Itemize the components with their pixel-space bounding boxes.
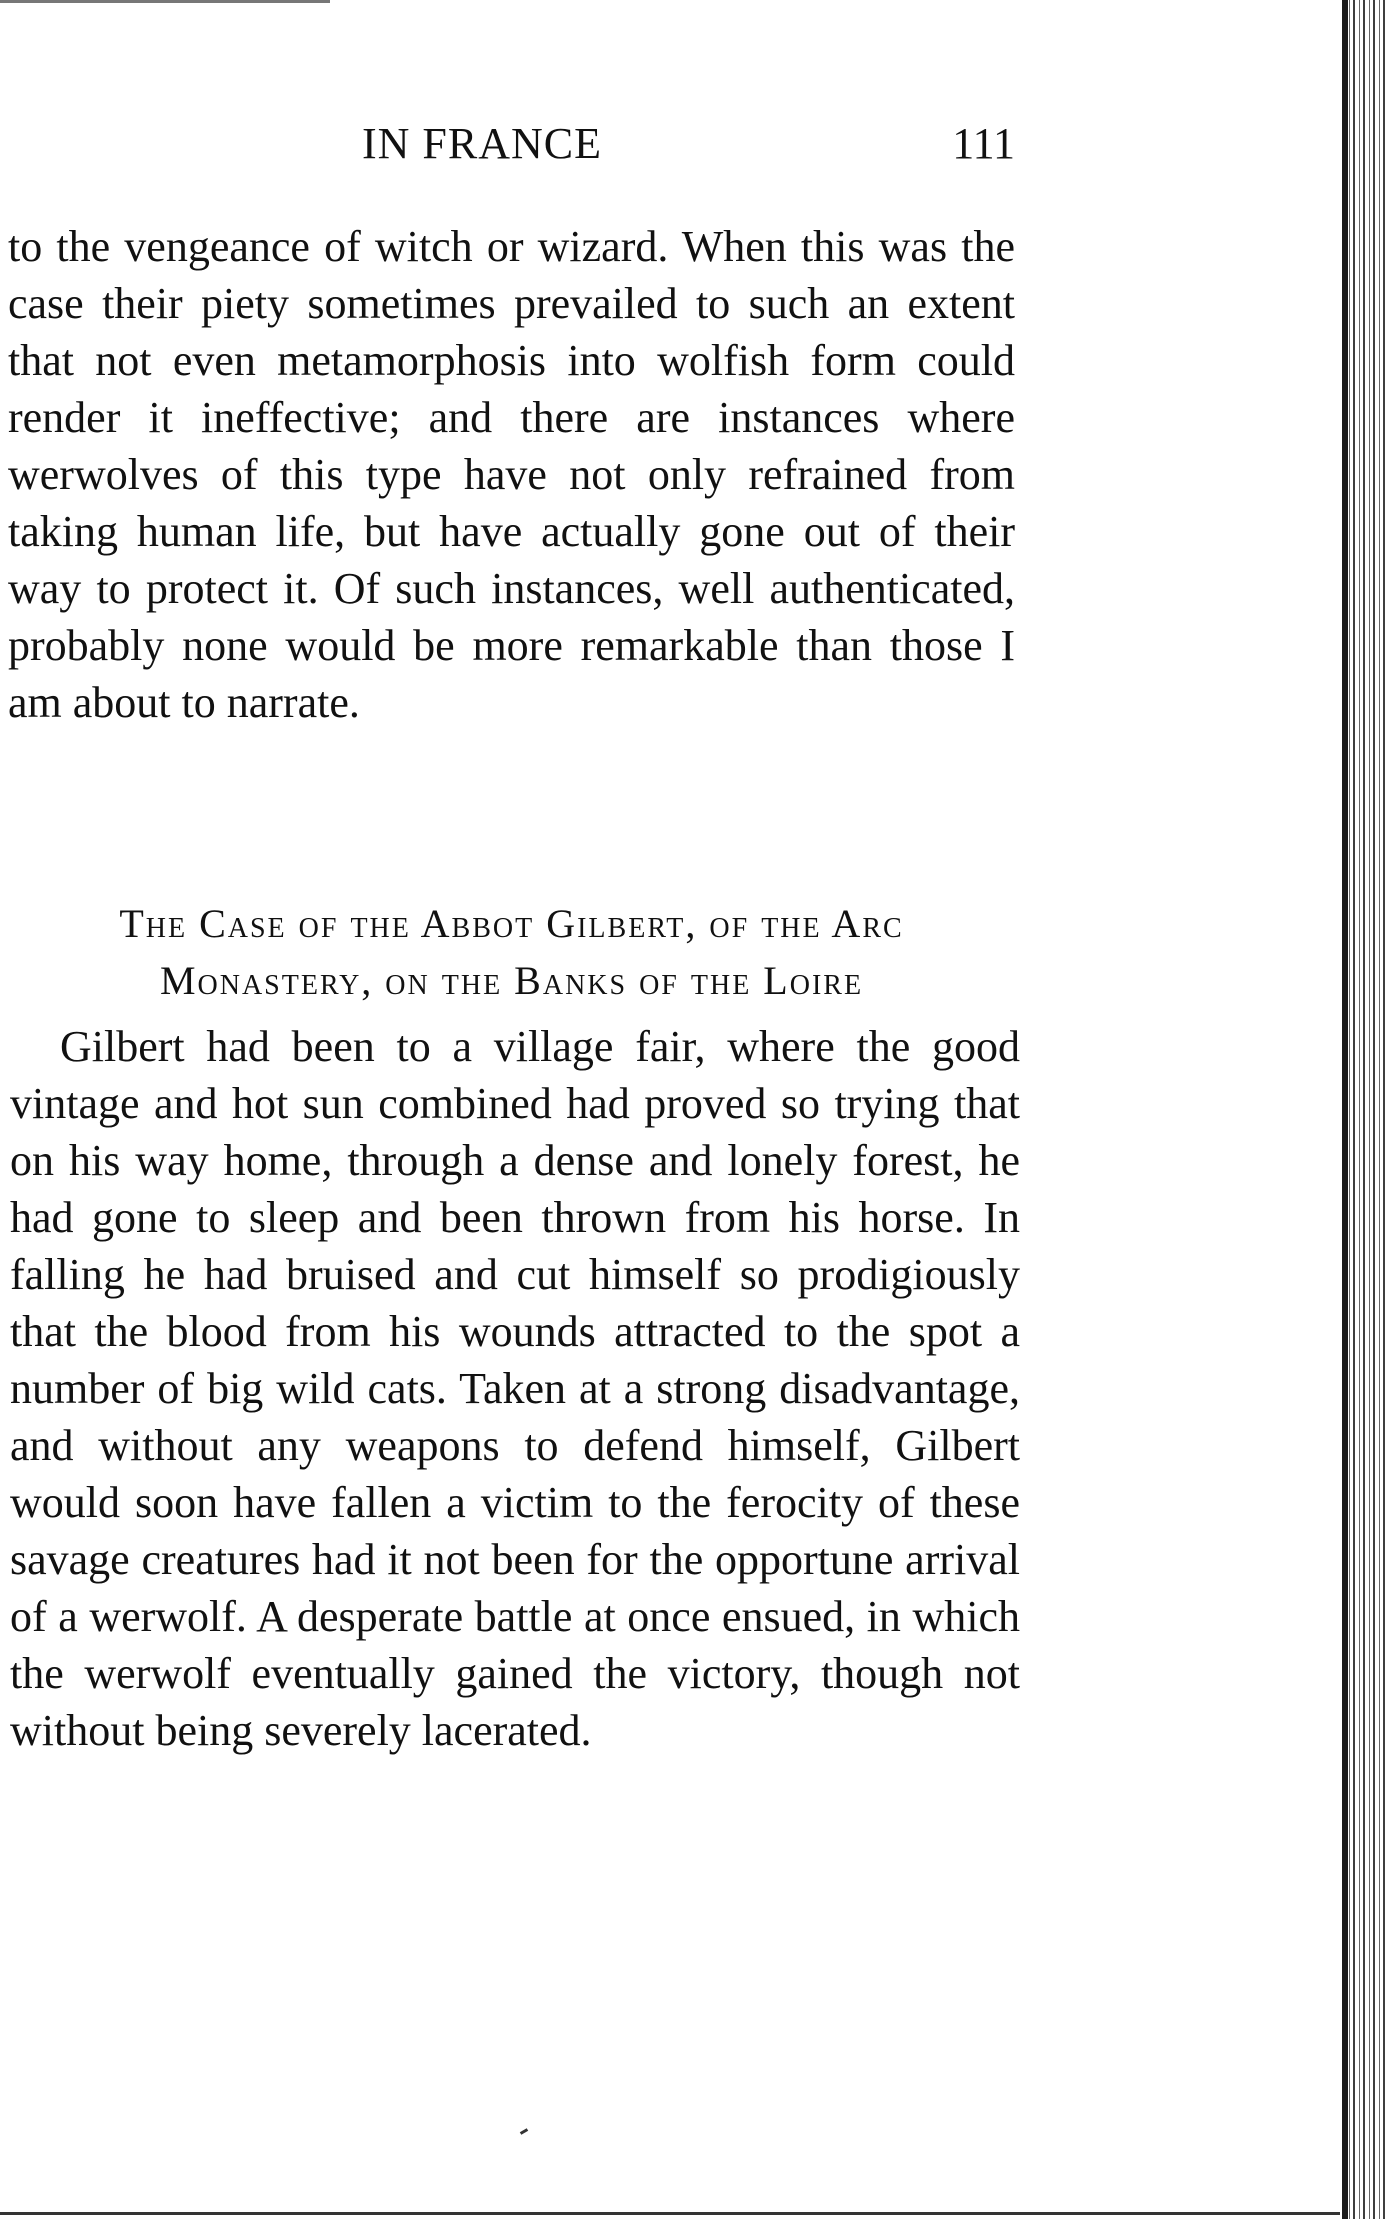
paragraph-gilbert [10, 1018, 1020, 1759]
bottom-rule [0, 2212, 1340, 2215]
top-rule [0, 0, 330, 3]
paragraph-text: to the vengeance of witch or wizard. When this was the case their piety sometimes prevailed to such an extent that not even metamorphosis into wolfish form could render it ineffective; and there are instances where werwolves of this type have not only refrained from taking human life, but have actually gone out of their way to protect it. Of such instances, well authenticated, probably none would be more remarkable than those I am about to narrate. [8, 222, 1015, 727]
paragraph-continuation [8, 218, 1015, 731]
section-heading-line-2: Monastery, on the Banks of the Loire [159, 958, 864, 1003]
book-spine-shadow [1342, 0, 1348, 2219]
paragraph-text: Gilbert had been to a village fair, where the good vintage and hot sun combined had proved so trying that on his way home, through a dense and lonely forest, he had gone to sleep and been thrown from his horse. In falling he had bruised and cut himself so prodigiously that the blood from his wounds attracted to the spot a number of big wild cats. Taken at a strong disadvantage, and without any weapons to defend himself, Gilbert would soon have fallen a victim to the ferocity of these savage creatures had it not been for the opportune arrival of a werwolf. A desperate battle at once ensued, in which the werwolf eventually gained the victory, though not without being severely lacerated. [10, 1022, 1020, 1755]
ink-speck [520, 2128, 528, 2135]
section-heading [8, 895, 1015, 1009]
section-heading-line-1: The Case of the Abbot Gilbert, of the Arc [119, 901, 904, 946]
running-header [0, 118, 1015, 178]
page-number: 111 [952, 119, 1015, 168]
running-title: IN FRANCE [362, 119, 603, 168]
